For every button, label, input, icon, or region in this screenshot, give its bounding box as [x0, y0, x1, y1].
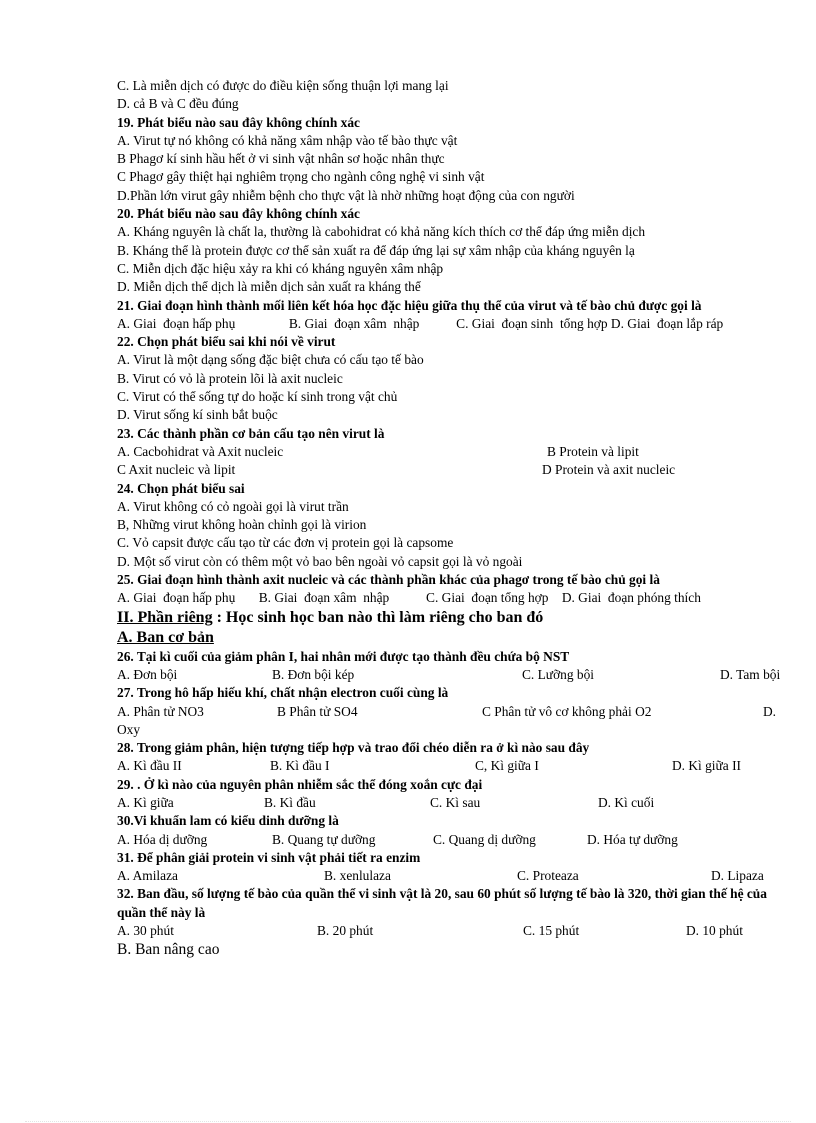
- answer-row: [117, 461, 797, 479]
- answer-option: A. Kháng nguyên là chất la, thường là cabohidrat có khả năng kích thích cơ thể đáp ứng miễn dịch: [117, 224, 646, 240]
- subsection-title: A. Ban cơ bản: [117, 628, 214, 646]
- question-30: 30.Vi khuẩn lam có kiểu dinh dưỡng là: [117, 813, 339, 829]
- answer-option: D. 10 phút: [686, 923, 743, 939]
- question-25: 25. Giai đoạn hình thành axit nucleic và các thành phần khác của phagơ trong tế bào chủ gọi là: [117, 572, 660, 588]
- answer-row: [117, 757, 797, 775]
- answer-option: A. Hóa dị dưỡng: [117, 831, 208, 847]
- answer-option: D. cả B và C đều đúng: [117, 96, 239, 112]
- answer-option: A. Phân tử NO3: [117, 703, 204, 719]
- answer-option: C. Là miễn dịch có được do điều kiện sống thuận lợi mang lại: [117, 78, 449, 93]
- answer-option: A. Virut không có cỏ ngoài gọi là virut trần: [117, 498, 349, 514]
- answer-row: [117, 794, 797, 812]
- answer-option: B, Những virut không hoàn chỉnh gọi là virion: [117, 517, 367, 533]
- question-31: 31. Để phân giải protein vi sinh vật phải tiết ra enzim: [117, 849, 421, 865]
- answer-option: D. Kì cuối: [598, 794, 655, 810]
- question-20: 20. Phát biểu nào sau đây không chính xác: [117, 206, 360, 222]
- answer-option: B Phân tử SO4: [277, 703, 358, 719]
- answer-option: A. Kì đầu II: [117, 758, 182, 774]
- question-24: 24. Chọn phát biểu sai: [117, 480, 245, 496]
- answer-options: A. Giai đoạn hấp phụ B. Giai đoạn xâm nhập C. Giai đoạn sinh tổng hợp D. Giai đoạn lắp ráp: [117, 315, 724, 331]
- answer-options: A. Giai đoạn hấp phụ B. Giai đoạn xâm nhập C. Giai đoạn tổng hợp D. Giai đoạn phóng thích: [117, 590, 701, 606]
- answer-option: A. 30 phút: [117, 923, 174, 939]
- answer-option: A. Kì giữa: [117, 794, 174, 810]
- answer-option: B. Virut có vỏ là protein lõi là axit nucleic: [117, 370, 343, 386]
- question-26: 26. Tại kì cuối của giảm phân I, hai nhân mới được tạo thành đều chứa bộ NST: [117, 648, 570, 664]
- answer-option: D. Miễn dịch thể dịch là miễn dịch sản xuất ra kháng thể: [117, 279, 421, 295]
- question-23: 23. Các thành phần cơ bản cấu tạo nên virut là: [117, 425, 385, 441]
- answer-option: D. Virut sống kí sinh bắt buộc: [117, 407, 278, 423]
- question-22: 22. Chọn phát biểu sai khi nói về virut: [117, 334, 336, 350]
- document-page: [117, 77, 797, 960]
- answer-row: [117, 831, 797, 849]
- page-divider: [25, 1121, 791, 1122]
- answer-option: D. Kì giữa II: [672, 758, 741, 774]
- answer-option: C. Lưỡng bội: [522, 666, 594, 682]
- answer-option: A. Virut là một dạng sống đặc biệt chưa có cấu tạo tế bào: [117, 352, 424, 368]
- answer-row: [117, 867, 797, 885]
- answer-option: D. Một số virut còn có thêm một vỏ bao bên ngoài vỏ capsit gọi là vỏ ngoài: [117, 553, 523, 569]
- answer-option: C, Kì giữa I: [475, 758, 539, 774]
- answer-option: C Phagơ gây thiệt hại nghiêm trọng cho ngành công nghệ vi sinh vật: [117, 169, 485, 185]
- answer-option: B. 20 phút: [317, 923, 374, 939]
- answer-option: C Axit nucleic và lipit: [117, 462, 236, 478]
- answer-option: B. Kháng thể là protein được cơ thể sản xuất ra để đáp ứng lại sự xâm nhập của kháng nguyên lạ: [117, 242, 635, 258]
- question-21: 21. Giai đoạn hình thành mối liên kết hóa học đặc hiệu giữa thụ thể của virut và tế bào chủ được gọi là: [117, 297, 702, 313]
- answer-option: C. Virut có thể sống tự do hoặc kí sinh trong vật chủ: [117, 389, 398, 405]
- answer-row: [117, 922, 797, 940]
- answer-option: C. 15 phút: [523, 923, 580, 939]
- answer-option: C Phân tử vô cơ không phải O2: [482, 703, 652, 719]
- question-32: 32. Ban đầu, số lượng tế bào của quần thể vi sinh vật là 20, sau 60 phút số lượng tế bào là 320, thời gian thế hệ của quần thể này là: [117, 886, 767, 920]
- answer-option: D.Phần lớn virut gây nhiễm bệnh cho thực vật là nhờ những hoạt động của con người: [117, 187, 575, 203]
- answer-row: [117, 703, 797, 721]
- answer-option: A. Virut tự nó không có khả năng xâm nhập vào tế bào thực vật: [117, 132, 458, 148]
- answer-option: D. Hóa tự dưỡng: [587, 831, 678, 847]
- answer-option: A. Đơn bội: [117, 666, 178, 682]
- answer-option: A. Cacbohidrat và Axit nucleic: [117, 443, 284, 459]
- section-title: II. Phần riêng: [117, 608, 213, 626]
- answer-option: B. Kì đầu: [264, 794, 316, 810]
- answer-option: D.: [763, 703, 777, 719]
- question-28: 28. Trong giảm phân, hiện tượng tiếp hợp và trao đổi chéo diễn ra ở kì nào sau đây: [117, 740, 590, 756]
- section-heading: [117, 608, 797, 628]
- subsection-heading: [117, 628, 797, 648]
- answer-option: C. Quang dị dưỡng: [433, 831, 536, 847]
- answer-option: Oxy: [117, 721, 141, 737]
- answer-option: C. Kì sau: [430, 794, 481, 810]
- answer-option: B. Quang tự dưỡng: [272, 831, 376, 847]
- question-29: 29. . Ở kì nào của nguyên phân nhiễm sắc thể đóng xoắn cực đại: [117, 776, 483, 792]
- answer-row: [117, 666, 797, 684]
- answer-option: D. Lipaza: [711, 868, 764, 884]
- answer-option: B. Kì đầu I: [270, 758, 330, 774]
- answer-option: C. Miễn dịch đặc hiệu xảy ra khi có kháng nguyên xâm nhập: [117, 260, 444, 276]
- question-19: 19. Phát biểu nào sau đây không chính xác: [117, 114, 360, 130]
- answer-option: D Protein và axit nucleic: [542, 462, 676, 478]
- answer-option: D. Tam bội: [720, 666, 781, 682]
- answer-row: [117, 443, 797, 461]
- answer-option: B Phagơ kí sinh hầu hết ở vi sinh vật nhân sơ hoặc nhân thực: [117, 151, 445, 167]
- answer-option: C. Proteaza: [517, 868, 579, 884]
- answer-option: B. Đơn bội kép: [272, 666, 355, 682]
- subsection-heading-advanced: B. Ban nâng cao: [117, 941, 220, 959]
- section-subtitle: : Học sinh học ban nào thì làm riêng cho ban đó: [212, 608, 544, 626]
- answer-option: A. Amilaza: [117, 868, 178, 884]
- answer-option: B. xenlulaza: [324, 868, 391, 884]
- answer-option: C. Vỏ capsit được cấu tạo từ các đơn vị protein gọi là capsome: [117, 535, 454, 551]
- answer-option: B Protein và lipit: [547, 443, 639, 459]
- question-27: 27. Trong hô hấp hiếu khí, chất nhận electron cuối cùng là: [117, 685, 449, 701]
